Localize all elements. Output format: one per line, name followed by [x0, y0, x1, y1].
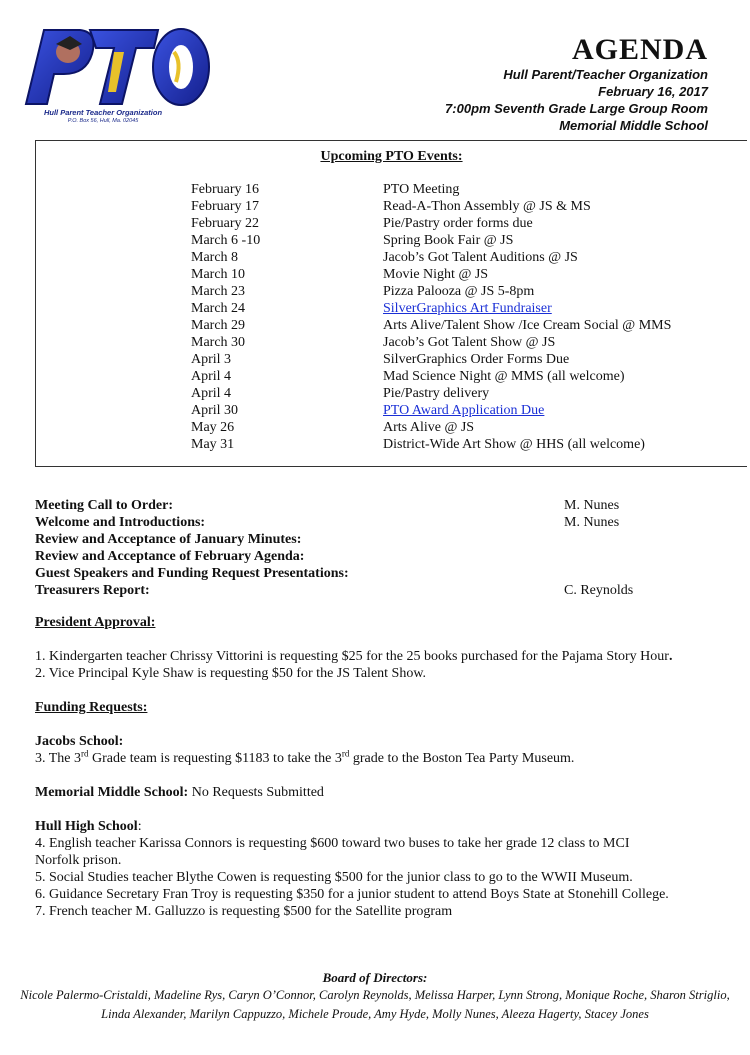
approval-item-text: 1. Kindergarten teacher Chrissy Vittorini is requesting $25 for the 25 books purchased for the Pajama Story Hour	[35, 649, 669, 664]
pto-logo-graphic	[18, 22, 213, 118]
event-date: March 6 -10	[191, 233, 261, 248]
jacobs-item-c: grade to the Boston Tea Party Museum.	[349, 751, 575, 766]
agenda-presenter: M. Nunes	[564, 498, 620, 513]
agenda-label: Review and Acceptance of January Minutes:	[35, 532, 302, 547]
board-title: Board of Directors:	[322, 970, 428, 985]
mms-heading: Memorial Middle School:	[35, 785, 189, 800]
hhs-heading-colon: :	[137, 819, 142, 834]
event-date: March 8	[191, 250, 239, 265]
agenda-row	[35, 531, 735, 548]
event-text: Movie Night @ JS	[383, 267, 489, 282]
agenda-header	[445, 34, 708, 134]
event-date: February 16	[191, 182, 260, 197]
president-approval-list	[35, 648, 672, 682]
event-row	[191, 215, 671, 232]
jacobs-school-section	[35, 733, 574, 767]
event-text: Jacob’s Got Talent Auditions @ JS	[383, 250, 578, 265]
event-text: Arts Alive @ JS	[383, 420, 475, 435]
logo-address: P.O. Box 56, Hull, Ma. 02045	[67, 118, 139, 124]
agenda-row	[35, 582, 735, 599]
agenda-label: Guest Speakers and Funding Request Presentations:	[35, 566, 349, 581]
event-row	[191, 368, 671, 385]
list-item	[35, 750, 574, 767]
event-date: March 23	[191, 284, 246, 299]
jacobs-item-a: 3. The 3	[35, 751, 82, 766]
agenda-label: Treasurers Report:	[35, 583, 150, 598]
event-text: Mad Science Night @ MMS (all welcome)	[383, 369, 625, 384]
event-date: May 26	[191, 420, 235, 435]
events-heading: Upcoming PTO Events:	[320, 149, 463, 164]
board-names: Nicole Palermo-Cristaldi, Madeline Rys, Caryn O’Connor, Carolyn Reynolds, Melissa Harper, Lynn Strong, Monique Roche, Sharon Striglio, Linda Alexander, Marilyn Cappuzzo, Michele Proude, Amy Hyde, Molly Nunes, Aleeza Hagerty, Stacey Jones	[20, 988, 730, 1021]
event-date: March 30	[191, 335, 246, 350]
agenda-presenter: M. Nunes	[564, 515, 620, 530]
hhs-heading-line	[35, 818, 669, 835]
jacobs-item-b: Grade team is requesting $1183 to take the 3	[88, 751, 342, 766]
agenda-label: Review and Acceptance of February Agenda:	[35, 549, 305, 564]
event-text: PTO Meeting	[383, 182, 460, 197]
list-item: 7. French teacher M. Galluzzo is requesting $500 for the Satellite program	[35, 904, 453, 919]
event-text: Spring Book Fair @ JS	[383, 233, 514, 248]
event-row	[191, 300, 671, 317]
event-text: Jacob’s Got Talent Show @ JS	[383, 335, 556, 350]
event-row	[191, 249, 671, 266]
event-row	[191, 181, 671, 198]
silvergraphics-fundraiser-link[interactable]: SilverGraphics Art Fundraiser	[383, 301, 552, 316]
event-row	[191, 436, 671, 453]
meeting-school: Memorial Middle School	[559, 118, 708, 133]
jacobs-item-sup2: rd	[341, 748, 350, 759]
event-date: April 3	[191, 352, 232, 367]
pto-award-application-link[interactable]: PTO Award Application Due	[383, 403, 545, 418]
agenda-label: Welcome and Introductions:	[35, 515, 206, 530]
mms-section	[35, 784, 324, 801]
event-text: District-Wide Art Show @ HHS (all welcome)	[383, 437, 645, 452]
event-date: February 17	[191, 199, 260, 214]
event-list	[191, 181, 671, 453]
event-text: Read-A-Thon Assembly @ JS & MS	[383, 199, 591, 214]
event-text: Arts Alive/Talent Show /Ice Cream Social @ MMS	[383, 318, 672, 333]
event-text: Pizza Palooza @ JS 5-8pm	[383, 284, 535, 299]
mms-line	[35, 784, 324, 801]
funding-requests-heading: Funding Requests:	[35, 700, 148, 715]
agenda-items	[35, 497, 735, 599]
list-item	[35, 648, 672, 665]
event-date: May 31	[191, 437, 235, 452]
jacobs-school-heading: Jacobs School:	[35, 734, 124, 749]
list-item: 5. Social Studies teacher Blythe Cowen is requesting $500 for the junior class to go to the WWII Museum.	[35, 870, 633, 885]
event-row	[191, 317, 671, 334]
agenda-label: Meeting Call to Order:	[35, 498, 174, 513]
mms-text: No Requests Submitted	[188, 785, 324, 800]
event-row	[191, 198, 671, 215]
list-item: 2. Vice Principal Kyle Shaw is requesting $50 for the JS Talent Show.	[35, 666, 427, 681]
event-row	[191, 385, 671, 402]
hhs-section	[35, 818, 669, 920]
event-date: April 30	[191, 403, 239, 418]
event-date: April 4	[191, 386, 232, 401]
approval-item-period: .	[668, 649, 673, 664]
logo-caption: Hull Parent Teacher Organization	[43, 108, 163, 117]
event-row	[191, 334, 671, 351]
event-row	[191, 232, 671, 249]
event-text: SilverGraphics Order Forms Due	[383, 352, 570, 367]
agenda-row	[35, 514, 735, 531]
agenda-row	[35, 497, 735, 514]
event-row	[191, 402, 671, 419]
agenda-row	[35, 565, 735, 582]
event-text: Pie/Pastry delivery	[383, 386, 490, 401]
board-of-directors	[0, 969, 750, 1024]
agenda-row	[35, 548, 735, 565]
funding-requests-heading-wrap	[35, 699, 147, 716]
page-title: AGENDA	[571, 33, 708, 66]
org-name: Hull Parent/Teacher Organization	[503, 67, 708, 82]
list-item: Norfolk prison.	[35, 853, 122, 868]
event-row	[191, 283, 671, 300]
event-text: Pie/Pastry order forms due	[383, 216, 533, 231]
event-row	[191, 266, 671, 283]
event-date: February 22	[191, 216, 260, 231]
jacobs-item-sup1: rd	[81, 748, 89, 759]
event-date: March 10	[191, 267, 246, 282]
meeting-date: February 16, 2017	[598, 84, 708, 99]
president-approval-heading: President Approval:	[35, 615, 156, 630]
president-approval-section	[35, 614, 155, 631]
agenda-presenter: C. Reynolds	[564, 583, 634, 598]
upcoming-events-box	[35, 140, 747, 467]
event-row	[191, 351, 671, 368]
event-row	[191, 419, 671, 436]
pto-logo	[18, 22, 213, 132]
list-item: 6. Guidance Secretary Fran Troy is requesting $350 for a junior student to attend Boys State at Stonehill College.	[35, 887, 669, 902]
list-item: 4. English teacher Karissa Connors is requesting $600 toward two buses to take her grade 12 class to MCI	[35, 836, 630, 851]
event-date: March 29	[191, 318, 246, 333]
hhs-heading: Hull High School	[35, 819, 138, 834]
meeting-time-place: 7:00pm Seventh Grade Large Group Room	[445, 101, 708, 116]
event-date: March 24	[191, 301, 246, 316]
event-date: April 4	[191, 369, 232, 384]
